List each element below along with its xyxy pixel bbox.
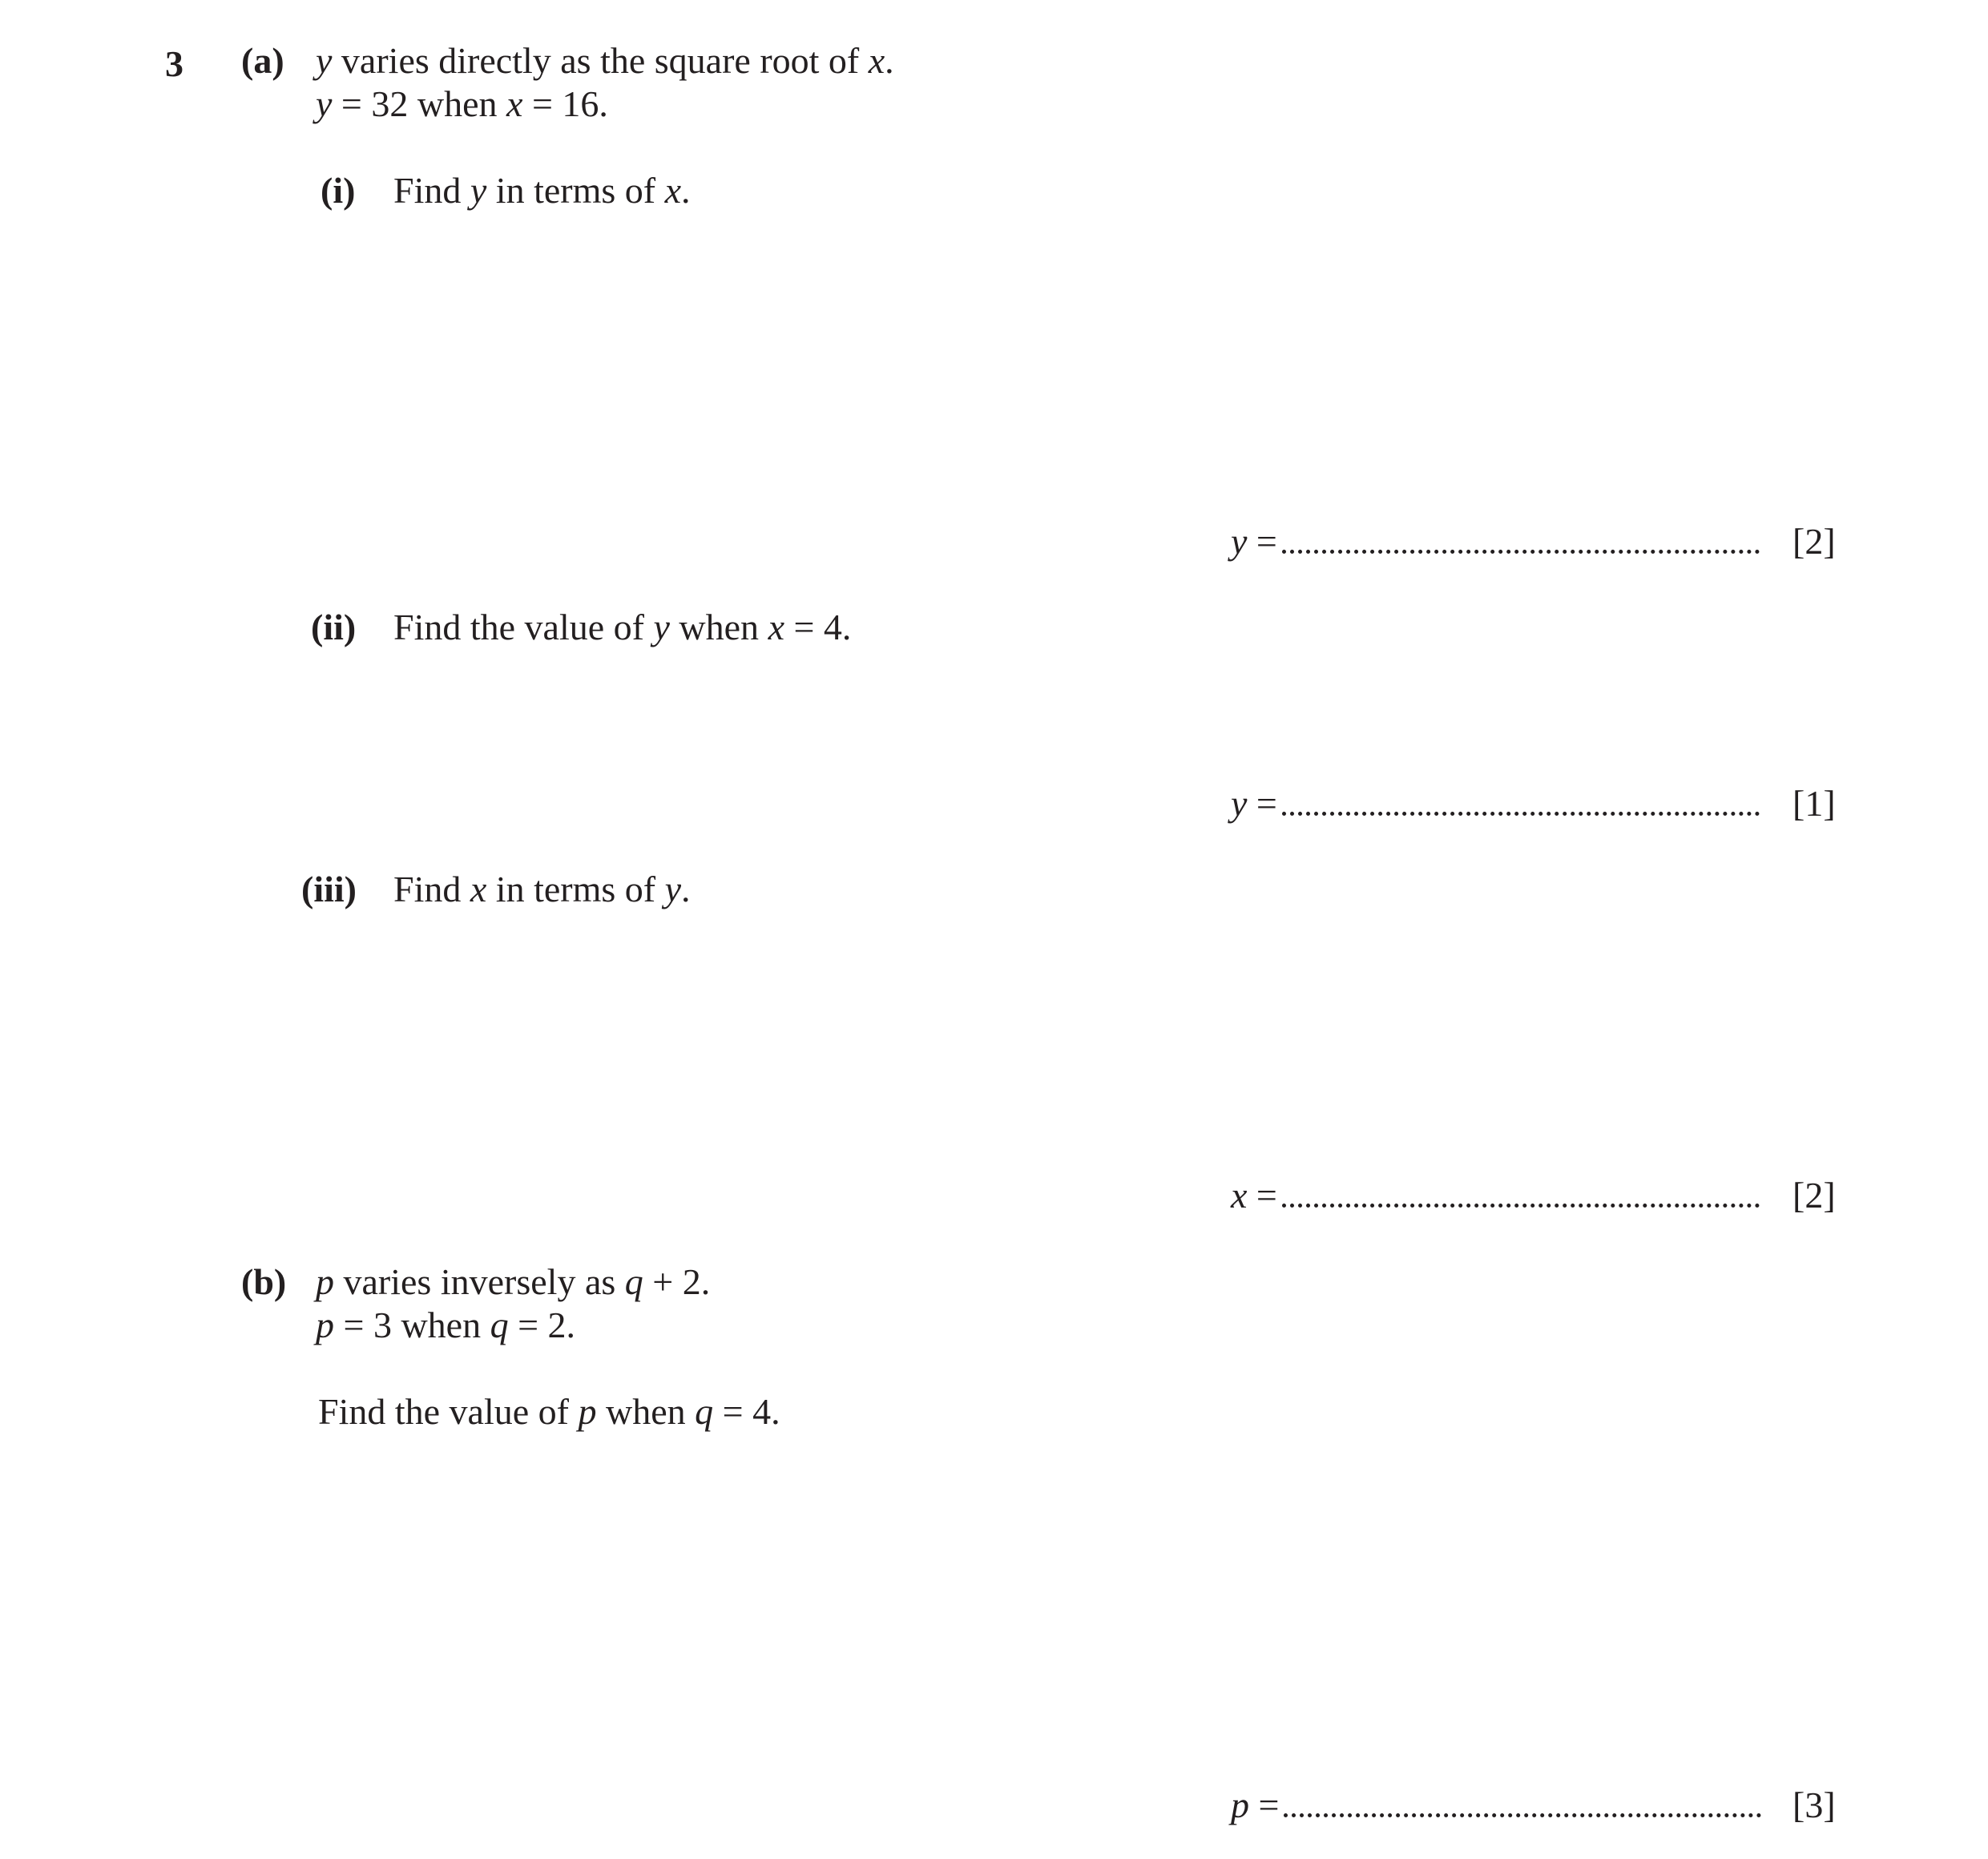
prompt-text: Find bbox=[393, 869, 470, 909]
var: p bbox=[316, 1305, 334, 1345]
part-a-stem-line2 bbox=[316, 83, 608, 124]
stem-text: = 32 when bbox=[332, 83, 507, 124]
sub-iii-label: (iii) bbox=[301, 869, 357, 909]
var: x bbox=[868, 40, 885, 81]
var: p bbox=[316, 1261, 334, 1302]
prompt-text: . bbox=[681, 170, 691, 211]
var: y bbox=[470, 170, 487, 211]
answer-eq: = bbox=[1249, 1784, 1280, 1825]
sub-ii-prompt bbox=[393, 609, 851, 646]
stem-text: varies directly as the square root of bbox=[332, 40, 869, 81]
part-b-stem-line1 bbox=[316, 1261, 711, 1302]
prompt-text: = 4. bbox=[713, 1391, 780, 1432]
var: x bbox=[470, 869, 487, 909]
part-b-task bbox=[318, 1393, 780, 1430]
answer-line-b[interactable] bbox=[1231, 1784, 1761, 1825]
stem-text: = 3 when bbox=[334, 1305, 490, 1345]
prompt-text: when bbox=[669, 607, 768, 647]
var: y bbox=[316, 40, 333, 81]
marks-b: [3] bbox=[1792, 1784, 1836, 1825]
prompt-text: in terms of bbox=[486, 170, 665, 211]
answer-eq: = bbox=[1247, 1175, 1277, 1216]
question-number: 3 bbox=[165, 43, 183, 84]
var: q bbox=[695, 1391, 714, 1432]
prompt-text: in terms of bbox=[486, 869, 665, 909]
sub-ii-label: (ii) bbox=[311, 607, 357, 647]
answer-var: x bbox=[1231, 1175, 1248, 1216]
stem-text: = 2. bbox=[508, 1305, 576, 1345]
var: y bbox=[664, 869, 682, 909]
var: q bbox=[490, 1305, 509, 1345]
prompt-text: when bbox=[596, 1391, 696, 1432]
answer-dotted-line[interactable] bbox=[1282, 1196, 1760, 1208]
part-b-stem-line2 bbox=[316, 1307, 575, 1344]
prompt-text: . bbox=[681, 869, 691, 909]
marks-i: [2] bbox=[1792, 521, 1836, 562]
var: x bbox=[506, 83, 523, 124]
answer-var: y bbox=[1231, 783, 1248, 824]
sub-i-prompt bbox=[393, 172, 691, 209]
stem-text: = 16. bbox=[522, 83, 608, 124]
stem-text: varies inversely as bbox=[334, 1261, 625, 1302]
answer-dotted-line[interactable] bbox=[1284, 1805, 1761, 1817]
answer-line-ii[interactable] bbox=[1231, 785, 1760, 822]
answer-eq: = bbox=[1247, 783, 1277, 824]
marks-iii: [2] bbox=[1792, 1175, 1836, 1216]
stem-text: . bbox=[885, 40, 894, 81]
var: q bbox=[624, 1261, 643, 1302]
answer-eq: = bbox=[1247, 521, 1277, 562]
sub-iii-prompt bbox=[393, 871, 691, 908]
sub-i-label: (i) bbox=[321, 170, 356, 211]
answer-dotted-line[interactable] bbox=[1282, 542, 1760, 554]
answer-line-i[interactable] bbox=[1231, 523, 1760, 560]
answer-dotted-line[interactable] bbox=[1282, 804, 1760, 816]
var: x bbox=[768, 607, 784, 647]
stem-text: + 2. bbox=[643, 1261, 711, 1302]
answer-var: p bbox=[1231, 1784, 1249, 1825]
var: y bbox=[653, 607, 670, 647]
prompt-text: = 4. bbox=[784, 607, 852, 647]
var: p bbox=[578, 1391, 597, 1432]
part-b-label: (b) bbox=[241, 1261, 287, 1302]
answer-line-iii[interactable] bbox=[1231, 1177, 1760, 1214]
prompt-text: Find the value of bbox=[393, 607, 654, 647]
part-a-label: (a) bbox=[241, 40, 284, 81]
part-a-stem-line1 bbox=[316, 42, 894, 79]
prompt-text: Find the value of bbox=[318, 1391, 579, 1432]
prompt-text: Find bbox=[393, 170, 470, 211]
var: x bbox=[664, 170, 682, 211]
var: y bbox=[316, 83, 333, 124]
marks-ii: [1] bbox=[1792, 783, 1836, 824]
answer-var: y bbox=[1231, 521, 1248, 562]
